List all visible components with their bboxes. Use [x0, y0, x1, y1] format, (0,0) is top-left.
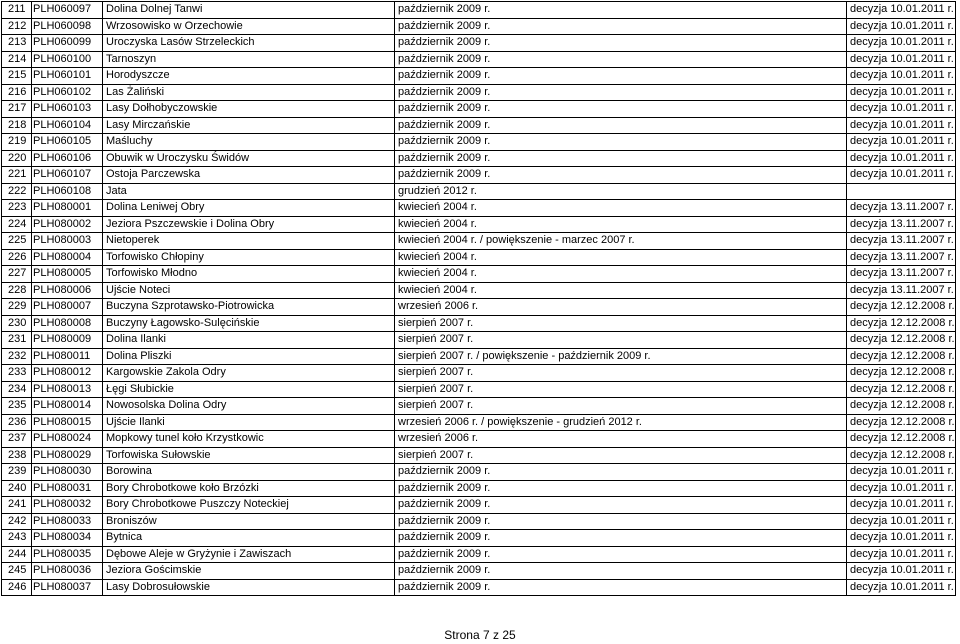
row-number-cell: 222: [2, 183, 32, 200]
row-number-cell: 218: [2, 117, 32, 134]
site-name-cell: Torfowisko Chłopiny: [103, 249, 395, 266]
site-name-cell: Broniszów: [103, 513, 395, 530]
decision-cell: decyzja 10.01.2011 r.: [847, 68, 956, 85]
site-code-cell: PLH060105: [32, 134, 103, 151]
site-name-cell: Lasy Dołhobyczowskie: [103, 101, 395, 118]
decision-cell: decyzja 12.12.2008 r.: [847, 299, 956, 316]
site-name-cell: Tarnoszyn: [103, 51, 395, 68]
decision-cell: decyzja 13.11.2007 r.: [847, 233, 956, 250]
site-code-cell: PLH080031: [32, 480, 103, 497]
submission-date-cell: październik 2009 r.: [395, 51, 847, 68]
submission-date-cell: październik 2009 r.: [395, 513, 847, 530]
site-code-cell: PLH080032: [32, 497, 103, 514]
decision-cell: decyzja 10.01.2011 r.: [847, 546, 956, 563]
row-number-cell: 236: [2, 414, 32, 431]
row-number-cell: 211: [2, 2, 32, 19]
decision-cell: decyzja 12.12.2008 r.: [847, 447, 956, 464]
submission-date-cell: październik 2009 r.: [395, 546, 847, 563]
submission-date-cell: sierpień 2007 r.: [395, 365, 847, 382]
decision-cell: [847, 183, 956, 200]
row-number-cell: 244: [2, 546, 32, 563]
table-row: [2, 480, 956, 497]
table-row: [2, 68, 956, 85]
table-row: [2, 216, 956, 233]
row-number-cell: 221: [2, 167, 32, 184]
table-row: [2, 117, 956, 134]
table-row: [2, 579, 956, 596]
site-code-cell: PLH080003: [32, 233, 103, 250]
site-name-cell: Dolina Leniwej Obry: [103, 200, 395, 217]
row-number-cell: 217: [2, 101, 32, 118]
site-name-cell: Mopkowy tunel koło Krzystkowic: [103, 431, 395, 448]
table-row: [2, 513, 956, 530]
table-row: [2, 530, 956, 547]
decision-cell: decyzja 10.01.2011 r.: [847, 497, 956, 514]
submission-date-cell: kwiecień 2004 r.: [395, 200, 847, 217]
site-code-cell: PLH080037: [32, 579, 103, 596]
table-row: [2, 365, 956, 382]
table-row: [2, 233, 956, 250]
decision-cell: decyzja 13.11.2007 r.: [847, 266, 956, 283]
decision-cell: decyzja 10.01.2011 r.: [847, 101, 956, 118]
decision-cell: decyzja 10.01.2011 r.: [847, 579, 956, 596]
decision-cell: decyzja 12.12.2008 r.: [847, 398, 956, 415]
site-name-cell: Maśluchy: [103, 134, 395, 151]
decision-cell: decyzja 10.01.2011 r.: [847, 464, 956, 481]
submission-date-cell: październik 2009 r.: [395, 464, 847, 481]
site-name-cell: Lasy Dobrosułowskie: [103, 579, 395, 596]
site-code-cell: PLH060102: [32, 84, 103, 101]
submission-date-cell: październik 2009 r.: [395, 2, 847, 19]
site-name-cell: Torfowiska Sułowskie: [103, 447, 395, 464]
site-code-cell: PLH080004: [32, 249, 103, 266]
site-name-cell: Las Żaliński: [103, 84, 395, 101]
table-row: [2, 200, 956, 217]
submission-date-cell: październik 2009 r.: [395, 35, 847, 52]
row-number-cell: 229: [2, 299, 32, 316]
table-row: [2, 332, 956, 349]
row-number-cell: 220: [2, 150, 32, 167]
row-number-cell: 239: [2, 464, 32, 481]
submission-date-cell: październik 2009 r.: [395, 563, 847, 580]
row-number-cell: 243: [2, 530, 32, 547]
submission-date-cell: październik 2009 r.: [395, 497, 847, 514]
site-name-cell: Dolina Ilanki: [103, 332, 395, 349]
decision-cell: decyzja 10.01.2011 r.: [847, 2, 956, 19]
table-row: [2, 150, 956, 167]
table-row: [2, 183, 956, 200]
row-number-cell: 245: [2, 563, 32, 580]
site-code-cell: PLH080013: [32, 381, 103, 398]
site-code-cell: PLH080015: [32, 414, 103, 431]
submission-date-cell: październik 2009 r.: [395, 101, 847, 118]
row-number-cell: 241: [2, 497, 32, 514]
site-code-cell: PLH080024: [32, 431, 103, 448]
table-row: [2, 398, 956, 415]
site-name-cell: Ujście Noteci: [103, 282, 395, 299]
submission-date-cell: kwiecień 2004 r.: [395, 249, 847, 266]
table-row: [2, 299, 956, 316]
decision-cell: decyzja 12.12.2008 r.: [847, 332, 956, 349]
row-number-cell: 225: [2, 233, 32, 250]
site-name-cell: Horodyszcze: [103, 68, 395, 85]
row-number-cell: 228: [2, 282, 32, 299]
site-name-cell: Ujście Ilanki: [103, 414, 395, 431]
decision-cell: decyzja 10.01.2011 r.: [847, 167, 956, 184]
site-code-cell: PLH060100: [32, 51, 103, 68]
submission-date-cell: wrzesień 2006 r.: [395, 299, 847, 316]
site-code-cell: PLH080012: [32, 365, 103, 382]
site-code-cell: PLH060106: [32, 150, 103, 167]
table-row: [2, 348, 956, 365]
site-name-cell: Uroczyska Lasów Strzeleckich: [103, 35, 395, 52]
site-name-cell: Buczyny Łagowsko-Sulęcińskie: [103, 315, 395, 332]
submission-date-cell: sierpień 2007 r.: [395, 447, 847, 464]
site-code-cell: PLH080008: [32, 315, 103, 332]
site-name-cell: Borowina: [103, 464, 395, 481]
row-number-cell: 227: [2, 266, 32, 283]
row-number-cell: 213: [2, 35, 32, 52]
submission-date-cell: październik 2009 r.: [395, 579, 847, 596]
submission-date-cell: październik 2009 r.: [395, 117, 847, 134]
site-code-cell: PLH060099: [32, 35, 103, 52]
site-name-cell: Jeziora Pszczewskie i Dolina Obry: [103, 216, 395, 233]
site-name-cell: Jeziora Gościmskie: [103, 563, 395, 580]
row-number-cell: 240: [2, 480, 32, 497]
site-code-cell: PLH080001: [32, 200, 103, 217]
site-code-cell: PLH060101: [32, 68, 103, 85]
site-code-cell: PLH080030: [32, 464, 103, 481]
page-footer: Strona 7 z 25: [444, 628, 516, 642]
submission-date-cell: październik 2009 r.: [395, 18, 847, 35]
submission-date-cell: grudzień 2012 r.: [395, 183, 847, 200]
table-row: [2, 447, 956, 464]
row-number-cell: 237: [2, 431, 32, 448]
site-code-cell: PLH080005: [32, 266, 103, 283]
submission-date-cell: kwiecień 2004 r.: [395, 282, 847, 299]
submission-date-cell: październik 2009 r.: [395, 134, 847, 151]
table-body: [2, 2, 956, 596]
decision-cell: decyzja 10.01.2011 r.: [847, 530, 956, 547]
site-code-cell: PLH060103: [32, 101, 103, 118]
site-code-cell: PLH060108: [32, 183, 103, 200]
row-number-cell: 224: [2, 216, 32, 233]
site-name-cell: Dolina Dolnej Tanwi: [103, 2, 395, 19]
site-name-cell: Buczyna Szprotawsko-Piotrowicka: [103, 299, 395, 316]
site-code-cell: PLH080007: [32, 299, 103, 316]
row-number-cell: 232: [2, 348, 32, 365]
site-code-cell: PLH060107: [32, 167, 103, 184]
sites-table: [1, 1, 956, 596]
site-code-cell: PLH080036: [32, 563, 103, 580]
submission-date-cell: wrzesień 2006 r. / powiększenie - grudzień 2012 r.: [395, 414, 847, 431]
table-row: [2, 563, 956, 580]
decision-cell: decyzja 10.01.2011 r.: [847, 150, 956, 167]
row-number-cell: 238: [2, 447, 32, 464]
site-code-cell: PLH080029: [32, 447, 103, 464]
row-number-cell: 214: [2, 51, 32, 68]
site-name-cell: Bory Chrobotkowe koło Brzózki: [103, 480, 395, 497]
submission-date-cell: wrzesień 2006 r.: [395, 431, 847, 448]
submission-date-cell: październik 2009 r.: [395, 150, 847, 167]
table-row: [2, 282, 956, 299]
submission-date-cell: kwiecień 2004 r.: [395, 266, 847, 283]
table-row: [2, 35, 956, 52]
decision-cell: decyzja 13.11.2007 r.: [847, 216, 956, 233]
table-row: [2, 497, 956, 514]
decision-cell: decyzja 10.01.2011 r.: [847, 18, 956, 35]
decision-cell: decyzja 10.01.2011 r.: [847, 117, 956, 134]
table-row: [2, 249, 956, 266]
table-row: [2, 546, 956, 563]
table-row: [2, 84, 956, 101]
submission-date-cell: październik 2009 r.: [395, 167, 847, 184]
site-name-cell: Nowosolska Dolina Odry: [103, 398, 395, 415]
table-row: [2, 101, 956, 118]
row-number-cell: 234: [2, 381, 32, 398]
site-code-cell: PLH080006: [32, 282, 103, 299]
table-row: [2, 381, 956, 398]
site-name-cell: Obuwik w Uroczysku Świdów: [103, 150, 395, 167]
row-number-cell: 230: [2, 315, 32, 332]
site-name-cell: Nietoperek: [103, 233, 395, 250]
table-row: [2, 315, 956, 332]
submission-date-cell: kwiecień 2004 r.: [395, 216, 847, 233]
decision-cell: decyzja 12.12.2008 r.: [847, 431, 956, 448]
submission-date-cell: sierpień 2007 r.: [395, 398, 847, 415]
decision-cell: decyzja 10.01.2011 r.: [847, 480, 956, 497]
submission-date-cell: październik 2009 r.: [395, 84, 847, 101]
decision-cell: decyzja 13.11.2007 r.: [847, 249, 956, 266]
table-row: [2, 464, 956, 481]
submission-date-cell: październik 2009 r.: [395, 480, 847, 497]
site-name-cell: Torfowisko Młodno: [103, 266, 395, 283]
row-number-cell: 215: [2, 68, 32, 85]
site-name-cell: Dębowe Aleje w Gryżynie i Zawiszach: [103, 546, 395, 563]
table-row: [2, 2, 956, 19]
table-row: [2, 414, 956, 431]
site-code-cell: PLH080035: [32, 546, 103, 563]
table-row: [2, 134, 956, 151]
row-number-cell: 246: [2, 579, 32, 596]
row-number-cell: 231: [2, 332, 32, 349]
decision-cell: decyzja 10.01.2011 r.: [847, 513, 956, 530]
table-row: [2, 431, 956, 448]
site-code-cell: PLH060097: [32, 2, 103, 19]
table-row: [2, 266, 956, 283]
row-number-cell: 219: [2, 134, 32, 151]
row-number-cell: 216: [2, 84, 32, 101]
site-name-cell: Ostoja Parczewska: [103, 167, 395, 184]
decision-cell: decyzja 10.01.2011 r.: [847, 51, 956, 68]
site-name-cell: Lasy Mirczańskie: [103, 117, 395, 134]
site-name-cell: Kargowskie Zakola Odry: [103, 365, 395, 382]
row-number-cell: 235: [2, 398, 32, 415]
site-code-cell: PLH080034: [32, 530, 103, 547]
submission-date-cell: sierpień 2007 r.: [395, 315, 847, 332]
site-name-cell: Jata: [103, 183, 395, 200]
submission-date-cell: sierpień 2007 r.: [395, 381, 847, 398]
site-name-cell: Wrzosowisko w Orzechowie: [103, 18, 395, 35]
site-name-cell: Łęgi Słubickie: [103, 381, 395, 398]
submission-date-cell: sierpień 2007 r. / powiększenie - październik 2009 r.: [395, 348, 847, 365]
site-name-cell: Bytnica: [103, 530, 395, 547]
table-row: [2, 167, 956, 184]
site-name-cell: Dolina Pliszki: [103, 348, 395, 365]
decision-cell: decyzja 12.12.2008 r.: [847, 381, 956, 398]
decision-cell: decyzja 12.12.2008 r.: [847, 414, 956, 431]
site-code-cell: PLH080002: [32, 216, 103, 233]
submission-date-cell: październik 2009 r.: [395, 68, 847, 85]
decision-cell: decyzja 13.11.2007 r.: [847, 200, 956, 217]
table-row: [2, 18, 956, 35]
site-code-cell: PLH080009: [32, 332, 103, 349]
decision-cell: decyzja 12.12.2008 r.: [847, 348, 956, 365]
decision-cell: decyzja 12.12.2008 r.: [847, 315, 956, 332]
decision-cell: decyzja 10.01.2011 r.: [847, 35, 956, 52]
row-number-cell: 223: [2, 200, 32, 217]
site-code-cell: PLH080014: [32, 398, 103, 415]
decision-cell: decyzja 12.12.2008 r.: [847, 365, 956, 382]
decision-cell: decyzja 13.11.2007 r.: [847, 282, 956, 299]
site-code-cell: PLH080033: [32, 513, 103, 530]
decision-cell: decyzja 10.01.2011 r.: [847, 84, 956, 101]
row-number-cell: 226: [2, 249, 32, 266]
site-code-cell: PLH080011: [32, 348, 103, 365]
row-number-cell: 212: [2, 18, 32, 35]
submission-date-cell: październik 2009 r.: [395, 530, 847, 547]
submission-date-cell: kwiecień 2004 r. / powiększenie - marzec 2007 r.: [395, 233, 847, 250]
table-row: [2, 51, 956, 68]
site-code-cell: PLH060098: [32, 18, 103, 35]
submission-date-cell: sierpień 2007 r.: [395, 332, 847, 349]
site-code-cell: PLH060104: [32, 117, 103, 134]
decision-cell: decyzja 10.01.2011 r.: [847, 134, 956, 151]
row-number-cell: 233: [2, 365, 32, 382]
row-number-cell: 242: [2, 513, 32, 530]
decision-cell: decyzja 10.01.2011 r.: [847, 563, 956, 580]
site-name-cell: Bory Chrobotkowe Puszczy Noteckiej: [103, 497, 395, 514]
